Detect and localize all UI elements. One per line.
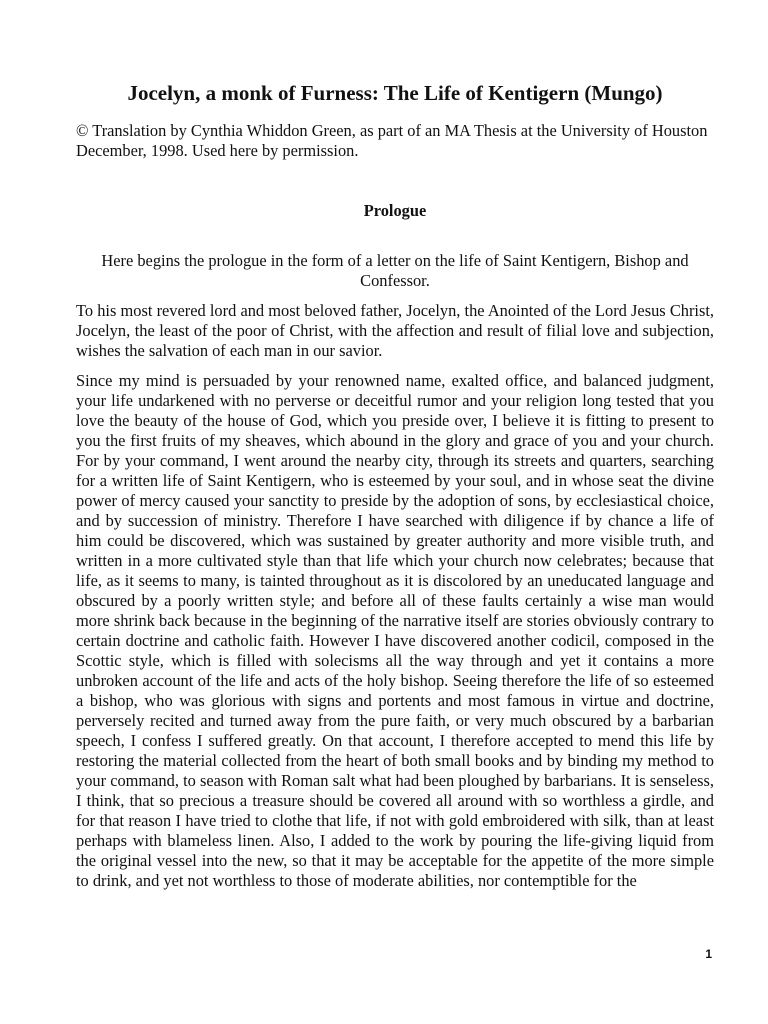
body-paragraph: Since my mind is persuaded by your renowned name, exalted office, and balanced judgment, your life undarkened with no perverse or deceitful rumor and your religion long tested that you love the beauty of the house of God, which you preside over, I believe it is fitting to present to you the first fruits of my sheaves, which abound in the glory and grace of you and your church. For by your command, I went around the nearby city, through its streets and quarters, searching for a written life of Saint Kentigern, who is esteemed by your soul, and in whose seat the divine power of mercy caused your sanctity to preside by the adoption of sons, by ecclesiastical choice, and by succession of ministry. Therefore I have searched with diligence if by chance a life of him could be discovered, which was sustained by greater authority and more visible truth, and written in a more cultivated style than that life which your church now celebrates; because that life, as it seems to many, is tainted throughout as it is discolored by an uneducated language and obscured by a poorly written style; and before all of these faults certainly a wise man would more shrink back because in the beginning of the narrative itself are stories obviously contrary to certain doctrine and catholic faith. However I have discovered another codicil, composed in the Scottic style, which is filled with solecisms all the way through and yet it contains a more unbroken account of the life and acts of the holy bishop. Seeing therefore the life of so esteemed a bishop, who was glorious with signs and portents and most famous in virtue and doctrine, perversely recited and turned away from the pure faith, or very much obscured by a barbarian speech, I confess I suffered greatly. On that account, I therefore accepted to mend this life by restoring the material collected from the heart of both small books and by binding my method to your command, to season with Roman salt what had been ploughed by barbarians. It is senseless, I think, that so precious a treasure should be covered all around with so worthless a girdle, and for that reason I have tried to clothe that life, if not with gold embroidered with silk, than at least perhaps with blameless linen. Also, I added to the work by pouring the life-giving liquid from the original vessel into the new, so that it may be acceptable for the appetite of the more simple to drink, and yet not worthless to those of moderate abilities, nor contemptible for the [76, 371, 714, 890]
section-heading-prologue: Prologue [363, 201, 427, 220]
copyright-notice: © Translation by Cynthia Whiddon Green, as part of an MA Thesis at the University of Houston December, 1998. Used here by permission. [76, 121, 708, 160]
page-number: 1 [705, 947, 712, 961]
document-title: Jocelyn, a monk of Furness: The Life of Kentigern (Mungo) [127, 81, 663, 105]
body-paragraph: To his most revered lord and most beloved father, Jocelyn, the Anointed of the Lord Jesus Christ, Jocelyn, the least of the poor of Christ, with the affection and result of filial love and subjection, wishes the salvation of each man in our savior. [76, 301, 714, 360]
prologue-intro: Here begins the prologue in the form of a letter on the life of Saint Kentigern, Bishop and Confessor. [101, 251, 689, 290]
